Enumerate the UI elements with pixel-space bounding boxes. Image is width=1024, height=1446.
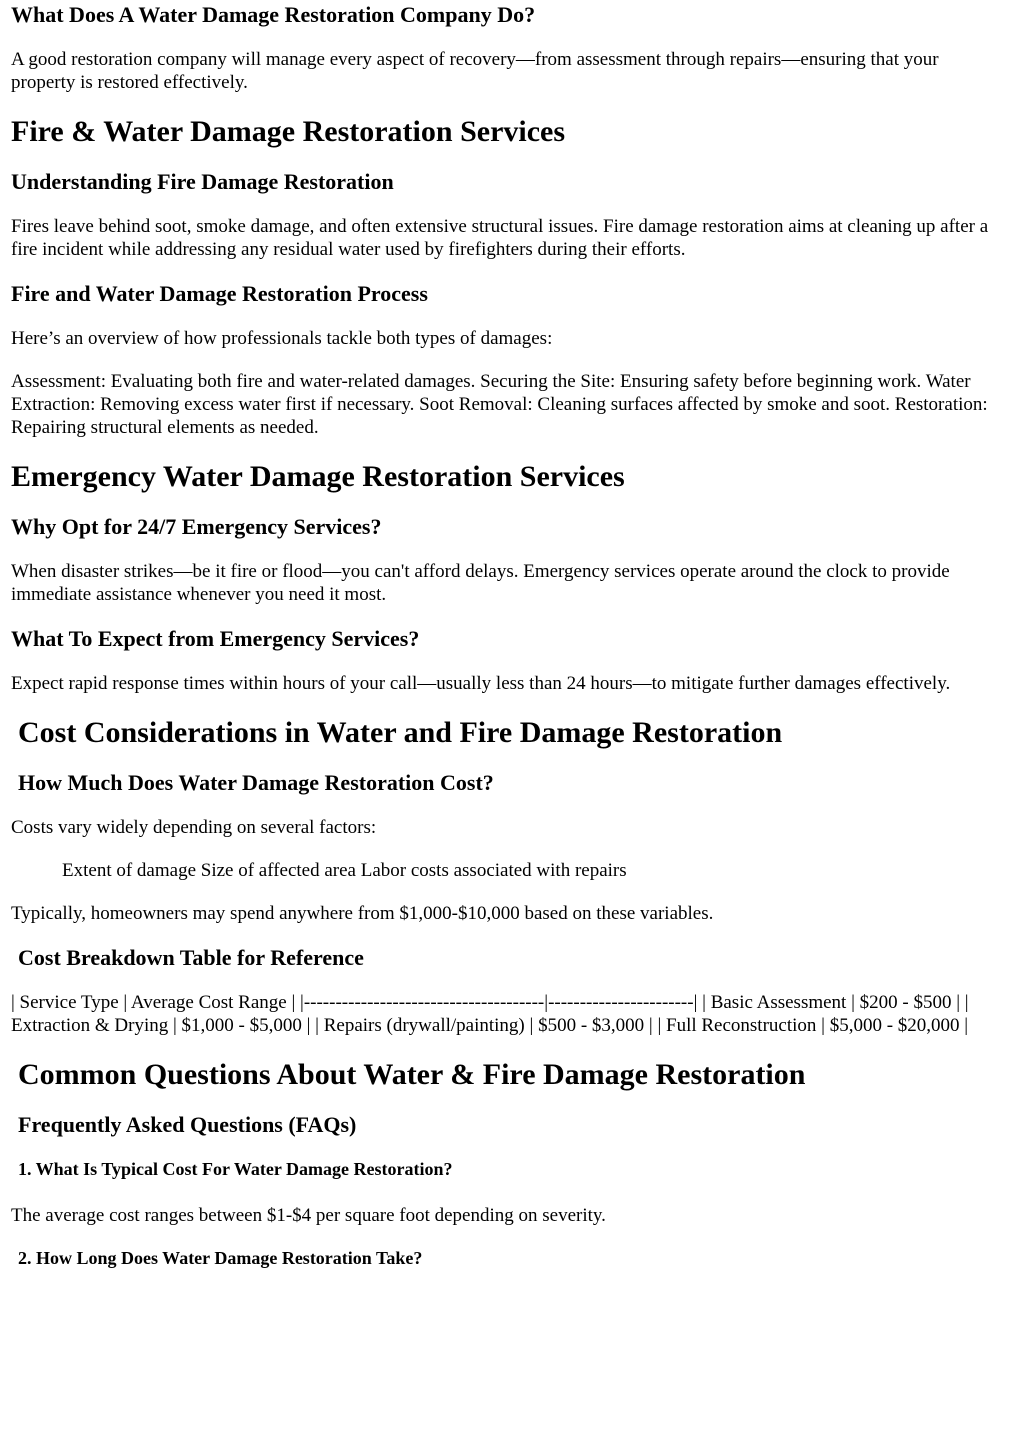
expect-emergency-heading: What To Expect from Emergency Services?: [11, 626, 420, 651]
faq-question-1: 1. What Is Typical Cost For Water Damage Restoration?: [18, 1159, 453, 1179]
understanding-fire-damage-heading: Understanding Fire Damage Restoration: [11, 169, 394, 194]
emergency-services-heading: Emergency Water Damage Restoration Services: [11, 460, 625, 493]
restoration-cost-heading: How Much Does Water Damage Restoration Cost?: [18, 770, 494, 795]
restoration-process-heading: Fire and Water Damage Restoration Process: [11, 281, 428, 306]
expect-emergency-paragraph: Expect rapid response times within hours of your call—usually less than 24 hours—to mitigate further damages effectively.: [11, 673, 951, 694]
faq-answer-1: The average cost ranges between $1-$4 per square foot depending on severity.: [11, 1205, 606, 1226]
intro-heading: What Does A Water Damage Restoration Company Do?: [11, 2, 536, 27]
restoration-cost-paragraph: Costs vary widely depending on several factors:: [11, 817, 377, 838]
why-emergency-heading: Why Opt for 24/7 Emergency Services?: [11, 514, 382, 539]
fire-water-services-heading: Fire & Water Damage Restoration Services: [11, 115, 566, 148]
faq-question-2: 2. How Long Does Water Damage Restoration Take?: [18, 1248, 423, 1268]
cost-considerations-heading: Cost Considerations in Water and Fire Damage Restoration: [18, 716, 783, 749]
faq-heading: Frequently Asked Questions (FAQs): [18, 1112, 357, 1137]
understanding-fire-damage-paragraph: Fires leave behind soot, smoke damage, and often extensive structural issues. Fire damage restoration aims at cleaning up after a fire incident while addressing any residual water used by firefighters during their efforts.: [11, 216, 989, 260]
article: [11, 0, 1006, 1293]
common-questions-heading: Common Questions About Water & Fire Damage Restoration: [18, 1058, 806, 1091]
restoration-process-intro: Here’s an overview of how professionals tackle both types of damages:: [11, 328, 553, 349]
cost-factors-quote: Extent of damage Size of affected area Labor costs associated with repairs: [62, 860, 627, 881]
restoration-process-steps: Assessment: Evaluating both fire and water-related damages. Securing the Site: Ensuring safety before beginning work. Water Extraction: Removing excess water first if necessary. Soot Removal: Cleaning surfaces affected by smoke and soot. Restoration: Repairing structural elements as needed.: [11, 371, 988, 438]
why-emergency-paragraph: When disaster strikes—be it fire or flood—you can't afford delays. Emergency services operate around the clock to provide immediate assistance whenever you need it most.: [11, 561, 950, 605]
cost-breakdown-heading: Cost Breakdown Table for Reference: [18, 945, 364, 970]
cost-breakdown-table-text: | Service Type | Average Cost Range | |--------------------------------------|-----------------------| | Basic Assessment | $200 - $500 | | Extraction & Drying | $1,000 - $5,000 | | Repairs (drywall/painting) | $500 - $3,000 | | Full Reconstruction | $5,000 - $20,000 |: [11, 992, 969, 1036]
intro-paragraph: A good restoration company will manage every aspect of recovery—from assessment through repairs—ensuring that your property is restored effectively.: [11, 49, 939, 93]
typical-spend-paragraph: Typically, homeowners may spend anywhere from $1,000-$10,000 based on these variables.: [11, 903, 714, 924]
